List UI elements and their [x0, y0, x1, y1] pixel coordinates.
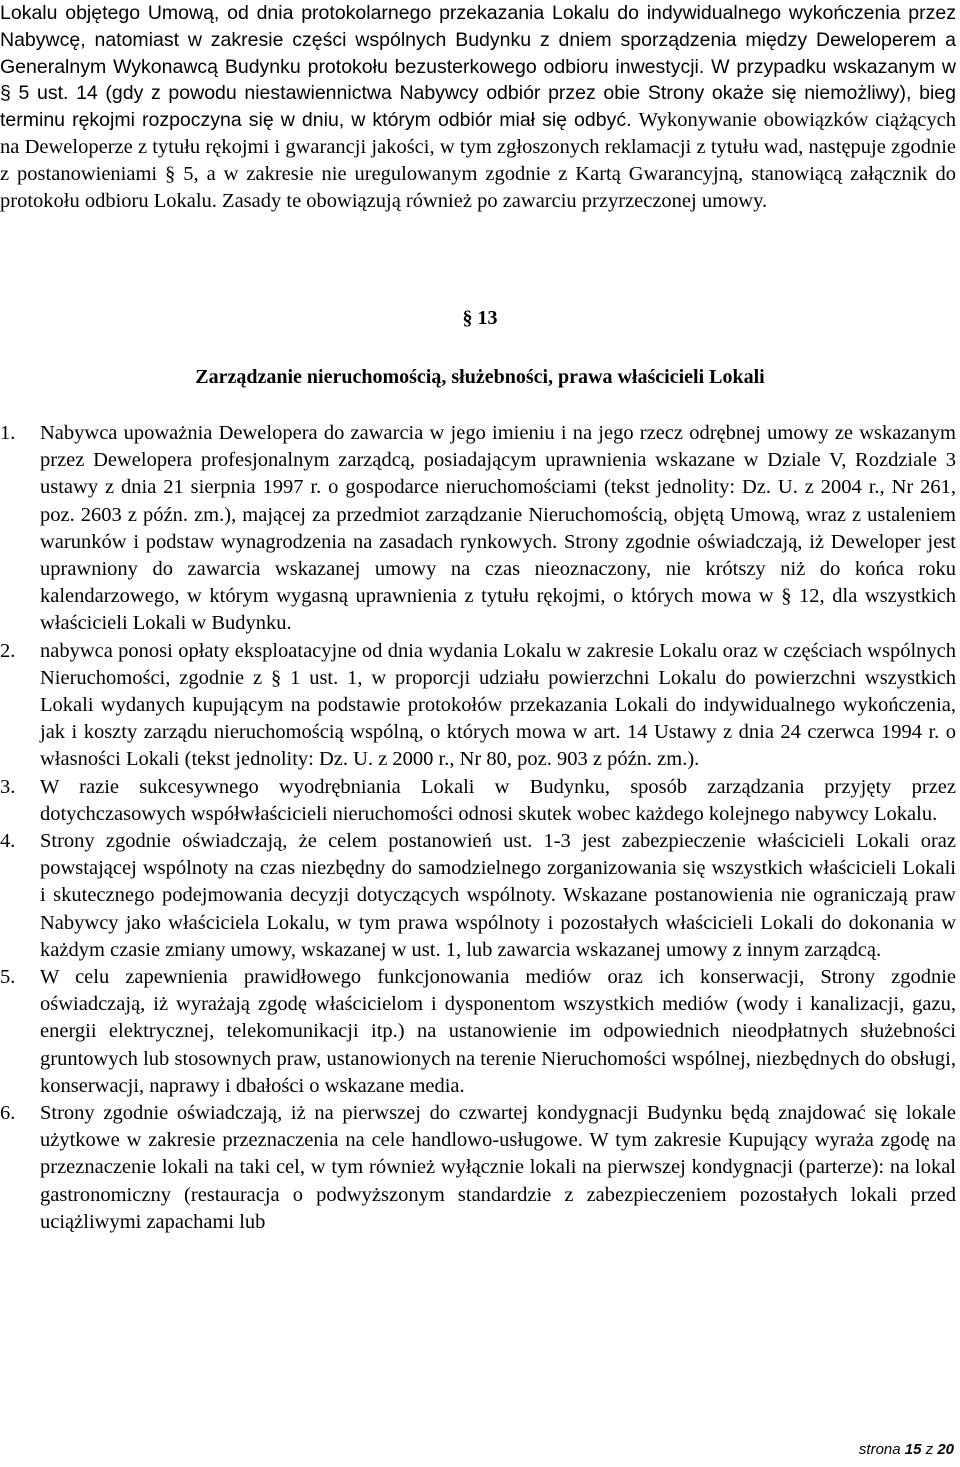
footer-total-pages: 20: [937, 1441, 954, 1458]
intro-paragraph: [0, 0, 956, 214]
item-number: 2.: [0, 639, 16, 662]
list-item: [0, 638, 956, 774]
item-number: 6.: [0, 1102, 16, 1125]
item-number: 4.: [0, 830, 16, 853]
section-number: § 13: [462, 307, 498, 329]
item-text: W razie sukcesywnego wyodrębniania Lokali w Budynku, sposób zarządzania przyjęty przez dotychczasowych współwłaścicieli nieruchomości odnosi skutek wobec każdego kolejnego nabywcy Lokalu.: [40, 775, 956, 825]
footer-page-number: 15: [904, 1441, 922, 1458]
item-number: 5.: [0, 966, 16, 989]
item-number: 3.: [0, 775, 16, 798]
section-title: Zarządzanie nieruchomością, służebności, prawa właścicieli Lokali: [195, 366, 765, 388]
clause-list: [0, 420, 956, 1236]
footer-separator: z: [925, 1441, 934, 1458]
item-text: Nabywca upoważnia Dewelopera do zawarcia w jego imieniu i na jego rzecz odrębnej umowy ze wskazanym przez Dewelopera profesjonalnym zarządcą, posiadającym uprawnienia wskazane w Dziale V, Rozdziale 3 ustawy z dnia 21 sierpnia 1997 r. o gospodarce nieruchomościami (tekst jednolity: Dz. U. z 2004 r., Nr 261, poz. 2603 z późn. zm.), mającej za przedmiot zarządzanie Nieruchomością, objętą Umową, wraz z ustaleniem warunków i podstaw wynagrodzenia na zasadach rynkowych. Strony zgodnie oświadczają, iż Deweloper jest uprawniony do zawarcia wskazanej umowy na czas nieoznaczony, nie krótszy niż do końca roku kalendarzowego, w którym wygasną uprawnienia z tytułu rękojmi, o których mowa w § 12, dla wszystkich właścicieli Lokali w Budynku.: [40, 422, 956, 635]
intro-text-part1: Lokalu objętego Umową, od dnia protokolarnego przekazania Lokalu do indywidualnego wykończenia przez Nabywcę, natomiast w zakresie części wspólnych Budynku z dniem sporządzenia między Deweloperem a Generalnym Wykonawcą Budynku protokołu bezusterkowego odbioru inwestycji. W przypadku wskazanym w § 5 ust. 14 (gdy z powodu niestawiennictwa Nabywcy odbiór przez obie Strony okaże się niemożliwy), bieg terminu rękojmi rozpoczyna się w dniu, w którym odbiór miał się odbyć.: [0, 2, 956, 132]
list-item: [0, 1100, 956, 1236]
list-item: [0, 774, 956, 828]
item-text: W celu zapewnienia prawidłowego funkcjonowania mediów oraz ich konserwacji, Strony zgodnie oświadczają, iż wyrażają zgodę właścicielom i dysponentom wszystkich mediów (wody i kanalizacji, gazu, energii elektrycznej, telekomunikacji itp.) na ustanowienie im odpowiednich nieodpłatnych służebności gruntowych lub stosownych praw, ustanowionych na terenie Nieruchomości wspólnej, niezbędnych do obsługi, konserwacji, naprawy i dbałości o wskazane media.: [40, 966, 956, 1097]
list-item: [0, 828, 956, 964]
item-text: Strony zgodnie oświadczają, że celem postanowień ust. 1-3 jest zabezpieczenie właścicieli Lokali oraz powstającej wspólnoty na czas niezbędny do samodzielnego zorganizowania się wszystkich właścicieli Lokali i skutecznego podejmowania decyzji dotyczących wspólnoty. Wskazane postanowienia nie ograniczają praw Nabywcy jako właściciela Lokalu, w tym prawa wspólnoty i pozostałych właścicieli Lokali do dokonania w każdym czasie zmiany umowy, wskazanej w ust. 1, lub zawarcia wskazanej umowy z innym zarządcą.: [40, 830, 956, 961]
list-item: [0, 420, 956, 638]
list-item: [0, 964, 956, 1100]
item-number: 1.: [0, 422, 16, 444]
intro-text-part2: Wykonywanie obowiązków ciążących na Deweloperze z tytułu rękojmi i gwarancji jakości, w tym zgłoszonych reklamacji z tytułu wad, następuje zgodnie z postanowieniami § 5, a w zakresie nie uregulowanym zgodnie z Kartą Gwarancyjną, stanowiącą załącznik do protokołu odbioru Lokalu. Zasady te obowiązują również po zawarciu przyrzeczonej umowy.: [0, 109, 956, 212]
footer-prefix: strona: [858, 1441, 901, 1458]
page-footer: [859, 1441, 954, 1458]
item-text: nabywca ponosi opłaty eksploatacyjne od dnia wydania Lokalu w zakresie Lokalu oraz w częściach wspólnych Nieruchomości, zgodnie z § 1 ust. 1, w proporcji udziału powierzchni Lokalu do powierzchni wszystkich Lokali wydanych kupującym na podstawie protokołów przekazania Lokali do indywidualnego wykończenia, jak i koszty zarządu nieruchomością wspólną, o których mowa w art. 14 Ustawy z dnia 24 czerwca 1994 r. o własności Lokali (tekst jednolity: Dz. U. z 2000 r., Nr 80, poz. 903 z późn. zm.).: [40, 639, 956, 771]
item-text: Strony zgodnie oświadczają, iż na pierwszej do czwartej kondygnacji Budynku będą znajdować się lokale użytkowe w zakresie przeznaczenia na cele handlowo-usługowe. W tym zakresie Kupujący wyraża zgodę na przeznaczenie lokali na taki cel, w tym również wyłącznie lokali na pierwszej kondygnacji (parterze): na lokal gastronomiczny (restauracja o podwyższonym standardzie z zabezpieczeniem pozostałych lokali przed uciążliwymi zapachami lub: [40, 1102, 956, 1233]
